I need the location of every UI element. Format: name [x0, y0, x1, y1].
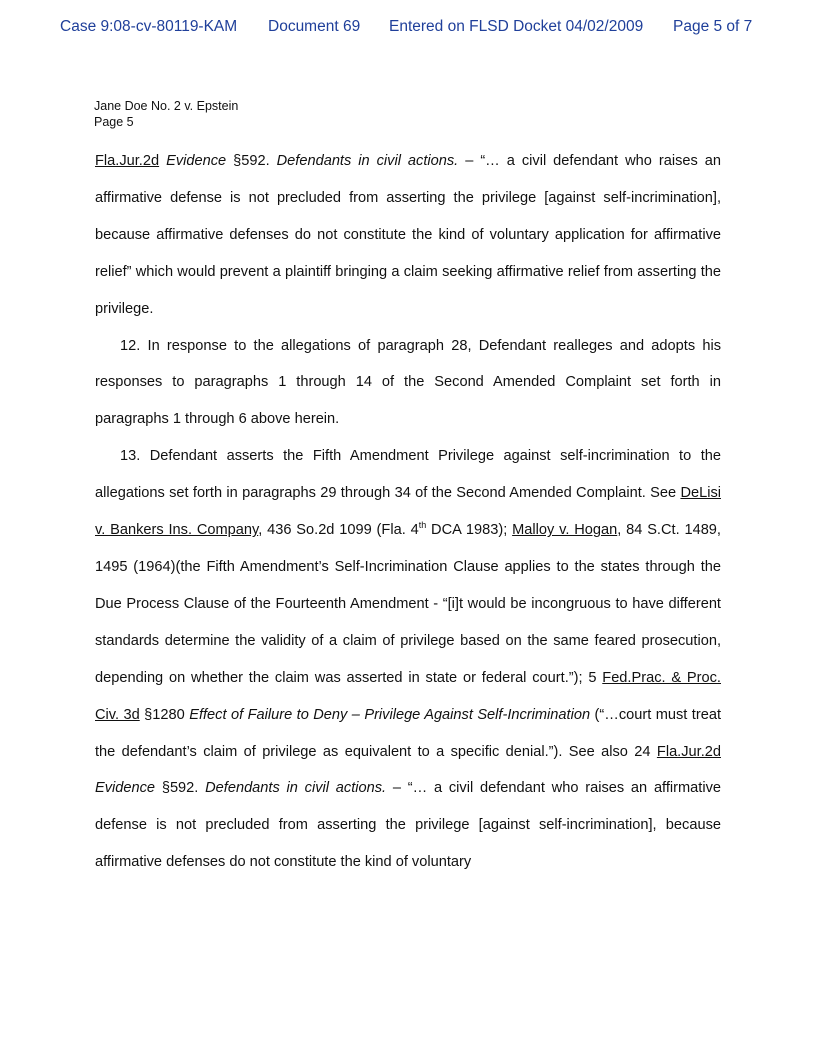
paragraph-12	[95, 328, 721, 439]
citation-evidence: Evidence	[95, 780, 156, 797]
citation-title: Defendants in civil actions.	[276, 153, 459, 169]
paragraph-text: (“…court must treat the defendant’s claim of privilege as equivalent to a specific denial.”). See also 24	[95, 706, 721, 760]
case-caption: Jane Doe No. 2 v. Epstein	[94, 99, 239, 113]
citation-evidence: Evidence	[166, 153, 227, 169]
paragraph-text: , 84 S.Ct. 1489, 1495 (1964)(the Fifth Amendment’s Self-Incrimination Clause applies to the states through the Due Process Clause of the Fourteenth Amendment - “[i]t would be incongruous to have different standards determine the validity of a claim of privilege based on the same feared prosecution, depending on whether the claim was asserted in state or federal court.”); 5	[95, 522, 721, 686]
page-header	[94, 98, 238, 130]
paragraph-text: 12. In response to the allegations of paragraph 28, Defendant realleges and adopts his responses to paragraphs 1 through 14 of the Second Amended Complaint set forth in paragraphs 1 through 6 above herein.	[95, 337, 721, 428]
citation-fla-jur: Fla.Jur.2d	[656, 743, 721, 760]
paragraph-text: 13. Defendant asserts the Fifth Amendment Privilege against self-incrimination to the allegations set forth in paragraphs 29 through 34 of the Second Amended Complaint. See	[95, 448, 721, 502]
page-count: Page 5 of 7	[673, 18, 753, 35]
citation-fed-prac: Fed.Prac. & Proc. Civ. 3d	[95, 669, 721, 723]
paragraph-continued	[95, 143, 721, 328]
paragraph-text: – “… a civil defendant who raises an affirmative defense is not precluded from asserting the privilege [against self-incrimination], because affirmative defenses do not constitute the kind of voluntary	[95, 780, 721, 871]
paragraph-13	[95, 438, 721, 881]
page-label: Page 5	[94, 115, 134, 129]
citation-section: §592.	[226, 153, 277, 169]
citation-delisi: DeLisi v. Bankers Ins. Company	[95, 485, 721, 539]
document-number: Document 69	[268, 18, 361, 35]
citation-malloy: Malloy v. Hogan	[512, 522, 618, 539]
citation-title: Effect of Failure to Deny – Privilege Against Self-Incrimination	[189, 706, 591, 723]
citation-title: Defendants in civil actions.	[205, 780, 387, 797]
docket-entry: Entered on FLSD Docket 04/02/2009	[389, 18, 644, 35]
paragraph-text: DCA 1983);	[426, 522, 513, 539]
paragraph-text: , 436 So.2d 1099 (Fla. 4	[258, 522, 419, 539]
document-body	[95, 143, 721, 881]
citation-fla-jur: Fla.Jur.2d	[95, 153, 160, 169]
citation-section: §592.	[155, 780, 206, 797]
paragraph-text: – “… a civil defendant who raises an affirmative defense is not precluded from asserting the privilege [against self-incrimination], because affirmative defenses do not constitute the kind of voluntary application for affirmative relief” which would prevent a plaintiff bringing a claim seeking affirmative relief from asserting the privilege.	[95, 153, 721, 317]
case-number: Case 9:08-cv-80119-KAM	[60, 18, 238, 35]
paragraph-text: §1280	[139, 706, 190, 723]
ordinal-superscript: th	[418, 520, 427, 531]
